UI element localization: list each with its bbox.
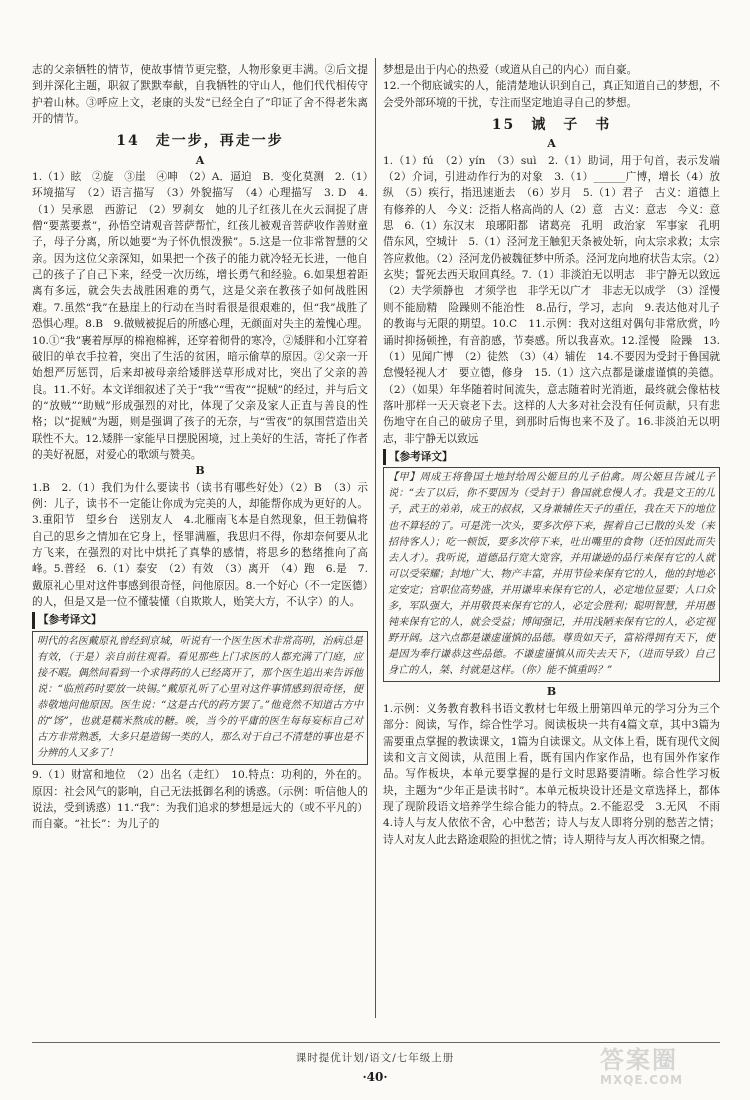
- reference-translation-box: 【甲】周成王将鲁国土地封给周公姬旦的儿子伯禽。周公姬旦告诫儿子说：“去了以后，你不要因为（受封于）鲁国就怠慢人才。我是文王的儿子，武王的弟弟，成王的叔叔，又身兼辅佐天子的重任，我在天下的地位也不算轻的了。可是洗一次头，要多次停下来，握着自己已散的头发（来招待客人）；吃一顿饭，要多次停下来，吐出嘴里的食物（还怕因此而失去人才）。我听说，道德品行宽大宽容，并用谦逊的品行来保有它的人就可以受荣耀；封地广大、物产丰富，并用节俭来保有它的人，他的封地必定安定；官职位高势盛，并用谦卑来保有它的人，必定地位显要；人口众多，军队强大，并用敬畏来保有它的人，必定会胜利；聪明智慧，并用愚钝来保有它的人，就会受益；博闻强记，并用浅陋来保有它的人，必定视野开阔。这六点都是谦虚谨慎的品德。尊贵如天子，富裕得拥有天下，使是因为奉行谦恭这些品德。不谦虚谨慎从而失去天下，（进而导致）自己身亡的人，桀、纣就是这样。（你）能不慎重吗？”: [383, 467, 720, 682]
- right-top-continuation: 梦想是出于内心的热爱（或道从自己的内心）而自豪。: [383, 64, 638, 76]
- lesson-14-section-a-answers: 1.（1）眩 ②旋 ③崖 ④呻 （2）A．逼迫 B．变化莫测 2.（1）环境描写 （2）语言描写 （3）外貌描写 （4）心理描写 3. D 4.（1）吴承恩 西游记 （2）罗刹女 她的儿子红孩儿在火云洞捉了唐僧“要蒸要煮”，孙悟空请观音菩萨帮忙，红孩儿被观音菩萨收作善财童子，母子分离，所以她要“为子怀仇恨泼猴”。5.这是一位非常智慧的父亲。因为这位父亲深知，如果把一个孩子的能力就冷轻无长进，一他自己的孩子了自己下来，经受一次历练，增长勇气和经验。6.如果想着距离有多远，就会失去战胜困难的勇气，这是父亲在教孩子如何战胜困难。7.虽然“我”在悬崖上的行动在当时看很是很艰难的，但“我”战胜了恐惧心理。8.B 9.做贼被捉后的所感心理，无颜面对失主的羞愧心理。10.①“我”裹着厚厚的棉袍棉裤，还穿着彻骨的寒冷，②矮胖和小江穿着破旧的单衣手拉着，突出了生活的贫困，暗示偷草的原因。②父亲一开始想严厉惩罚，后来却被母亲给矮胖送草形成对比，突出了父亲的善良。11.不好。本文详细叙述了关于“我”“雪夜”“捉贼”的经过，并与后文的“放贼”“助贼”形成强烈的对比，体现了父亲及家人正直与善良的性格；以“捉贼”为题，则是强调了孩子的无奈，与“雪夜”的氛围营造出关联性不大。12.矮胖一家能早日摆脱困境，过上美好的生活，寄托了作者的美好祝愿，对爱心的歌颂与赞美。: [32, 171, 368, 461]
- lesson-15-section-a-answers: 1.（1）fú （2）yín （3）suì 2.（1）助词，用于句首，表示发端（2）介词，引进动作行为的对象 3.（1）______广博，增长（4）放纵 （5）疾行，指迅速逝去 （6）岁月 5.（1）君子 古义：道德上有修养的人 今义：泛指人格高尚的人（2）意 古义：意志 今义：意思 6.（1）东汉末 琅琊阳都 诸葛亮 孔明 政治家 军事家 孔明借东风，空城计 5.（1）泾河龙王触犯天条被处斩，向太宗求救；太宗答应救他。（2）泾河龙仍被魏征梦中所杀。泾河龙向地府状告太宗。（2）玄奘；誓死去西天取回真经。7.（1）非淡泊无以明志 非宁静无以致远 （2）夫学须静也 才须学也 非学无以广才 非志无以成学 （3）淫慢则不能励精 险躁则不能治性 8.品行，学习，志向 9.表达他对儿子的教诲与无限的期望。10.C 11.示例：我对这组对偶句非常欣赏，吟诵时抑扬顿挫，有音韵感，节奏感。所以我喜欢。12.淫慢 险躁 13.（1）见闻广博 （2）徒然 （3）（4）辅佐 14.不要因为受封于鲁国就怠慢轻视人才 要立德，修身 15.（1）这六点都是谦虚谨慎的美德。（2）（如果）年华随着时间流失，意志随着时光消逝，最终就会像枯枝落叶那样一天天衰老下去。这样的人大多对社会没有任何贡献，只有悲伤地守在自己的破房子里，到那时后悔也来不及了。16.非淡泊无以明志，非宁静无以致远: [383, 154, 731, 445]
- right-column: [383, 62, 731, 848]
- answer-item-12: 12.一个彻底诚实的人，能清楚地认识到自己，真正知道自己的梦想，不会受外部环境的干扰，专注而坚定地追寻自己的梦想。: [383, 80, 720, 109]
- lesson-14-section-b-answers: 1.B 2.（1）我们为什么要读书（读书有哪些好处）（2）B （3）示例：儿子，读书不一定能让你成为完美的人，却能帮你成为更好的人。3.重阳节 望乡台 送别友人 4.北雁南飞本是自然现象，但王勃偏将自己的思乡之情加在它身上，怪罪满雁，我思归不得，你却奈何要从北方飞来，在强烈的对比中烘托了真挚的感情，将思乡的愁绪推向了高峰。5.普经 6.（1）泰安 （2）有效 （3）离开 （4）跑 6.是 7.戴原礼心里对这件事感到很奇怪，问他原因。8.一个好心（不一定医德）的人，但是又是一位不懂装懂（自欺欺人，贻笑大方，不认字）的人。: [32, 481, 368, 608]
- column-divider: [375, 58, 376, 1018]
- watermark-logo: [600, 1040, 730, 1095]
- section-b-label: B: [546, 685, 557, 699]
- lesson-14-title: 14 走一步，再走一步: [116, 133, 284, 150]
- reference-translation-box: 明代的名医戴原礼曾经到京城，听说有一个医生医术非常高明，治病总是有效，（于是）亲自前往观看。看见那些上门求医的人都充满了门庭，应接不暇。偶然间看到一个求得药的人已经离开了，那个医生追出来告诉他说：“临煎药时要放一块锡。”戴原礼听了心里对这件事情感到很奇怪，便恭敬地问他原因。医生说：“这是古代的药方罢了。”他竟然不知道古方中的“饧”，也就是糯米熬成的糖。唉，当今的平庸的医生每每妄标自己对古方非常熟悉，大多只是造锡一类的人，那么对于自己不清楚的事也是不分辨的人又多了！: [32, 631, 368, 766]
- footer-book-title: 课时提优计划/语文/七年级上册: [295, 1052, 455, 1064]
- reference-translation-heading: 【参考译文】: [383, 449, 720, 465]
- lesson-15-title: 15 诫 子 书: [491, 117, 612, 134]
- page-number: ·40·: [362, 1070, 388, 1084]
- left-column: [32, 62, 368, 833]
- reference-translation-heading: 【参考译文】: [32, 612, 368, 628]
- watermark-url: MXQE.COM: [600, 1073, 684, 1087]
- left-intro-paragraph: 志的父亲牺牲的情节，使故事情节更完整，人物形象更丰满。②后文提到并深化主题，职叙了默默奉献，自我牺牲的守山人，他们代代相传守护着山林。③呼应上文，老康的头发“已经全白了”印证了舍不得老朱离开的情节。: [32, 64, 368, 126]
- watermark-text: 答案圈: [600, 1046, 678, 1074]
- section-b-label: B: [195, 464, 205, 478]
- section-a-label: A: [195, 153, 205, 167]
- section-a-label: A: [547, 137, 556, 151]
- lesson-14-trailing-answers: 9.（1）财富和地位 （2）出名（走红） 10.特点：功利的，外在的。原因：社会风气的影响，自己无法抵御名利的诱惑。（示例：听信他人的说法，受到诱惑）11.“我”：为我们追求的梦想是远大的（或不平凡的）而自豪。“社长”：为儿子的: [32, 769, 368, 831]
- lesson-15-section-b-answers: 1.示例：义务教育教科书语文教材七年级上册第四单元的学习分为三个部分：阅读，写作，综合性学习。阅读板块一共有4篇文章，其中3篇为需要重点掌握的教读课文，1篇为自读课文。从文体上看，既有现代文阅读和文言文阅读，从范围上看，既有国内作家作品，也有国外作家作品。写作板块，本单元要掌握的是行文时思路要清晰。综合性学习板块，主题为“少年正是读书时”。本单元板块设计还是文章选择上，都体现了现阶段语文培养学生综合能力的特点。2.不能忍受 3.无风 不雨 4.诗人与友人依依不舍，心中愁苦；诗人与友人即将分别的愁苦之情；诗人对友人此去路途艰险的担忧之情；诗人期待与友人再次相聚之情。: [383, 702, 731, 846]
